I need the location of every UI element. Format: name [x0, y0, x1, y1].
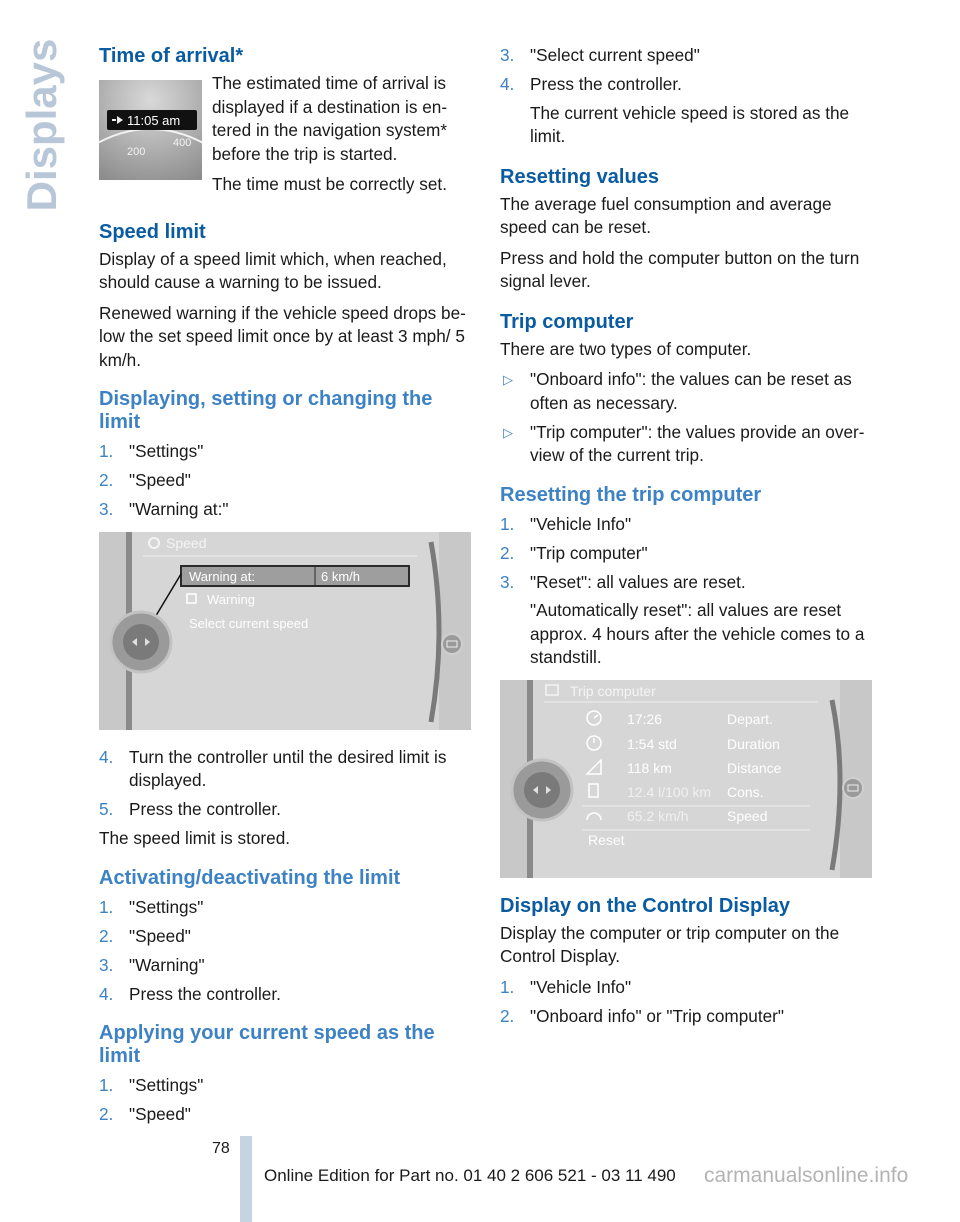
list-item: 4. Press the controller. The current vehicle speed is stored as the limit.: [500, 73, 874, 149]
page-number: 78: [212, 1140, 230, 1157]
time-of-arrival-section: [99, 72, 473, 204]
watermark: carmanualsonline.info: [704, 1164, 909, 1187]
display-control-text: Display the computer or trip computer on the Control Display.: [500, 922, 840, 966]
heading-resetting-values: Resetting values: [500, 165, 659, 188]
list-item: 3. "Select current speed": [500, 45, 700, 65]
resetting-values-text-2: Press and hold the computer button on the turn signal lever.: [500, 247, 860, 291]
heading-resetting-trip: Resetting the trip computer: [500, 483, 762, 506]
step-note: "Automatically reset": all values are reset approx. 4 hours after the vehicle comes to a standstill.: [530, 600, 865, 667]
option-icon: [843, 778, 863, 798]
list-item: 2. "Speed": [99, 470, 191, 490]
list-item: 1. "Vehicle Info": [500, 513, 632, 534]
display-control-steps: [500, 976, 874, 1029]
applying-steps-continued: [500, 44, 874, 149]
speed-value: 65.2 km/h: [627, 807, 689, 824]
list-item: 1. "Settings": [99, 441, 204, 461]
heading-time-of-arrival: Time of arrival*: [99, 45, 244, 67]
warning-at-value: 6 km/h: [321, 568, 361, 584]
time-of-arrival-text-2: The time must be correctly set.: [212, 174, 447, 194]
activating-steps: [99, 896, 473, 1007]
list-item: 5. Press the controller.: [99, 799, 281, 819]
resetting-trip-steps: [500, 513, 874, 670]
controller-icon: [512, 760, 572, 820]
speed-label: Speed: [727, 807, 768, 824]
right-column: [500, 44, 874, 1034]
list-item: 1. "Settings": [99, 1075, 204, 1095]
consumption-value: 12.4 l/100 km: [627, 783, 712, 800]
list-item: 3. "Reset": all values are reset. "Automatically reset": all values are reset approx. 4 hours after the vehicle comes to a standstill.: [500, 571, 874, 670]
scale-label-400: 400: [173, 137, 192, 149]
depart-label: Depart.: [727, 710, 773, 727]
chapter-title: Displays: [18, 38, 65, 212]
select-current-speed-label: Select current speed: [189, 615, 309, 631]
trip-computer-screen-figure: [500, 680, 872, 878]
edition-note: Online Edition for Part no. 01 40 2 606 521 - 03 11 490: [264, 1166, 676, 1185]
duration-label: Duration: [727, 735, 780, 752]
step-note: The current vehicle speed is stored as the limit.: [530, 102, 850, 146]
option-icon: [442, 634, 462, 654]
applying-steps: [99, 1074, 473, 1127]
heading-displaying-limit: Displaying, setting or changing the limit: [99, 388, 433, 433]
scale-label-200: 200: [127, 146, 146, 158]
duration-value: 1:54 std: [627, 735, 677, 752]
consumption-label: Cons.: [727, 783, 764, 800]
list-item: 4. Press the controller.: [99, 983, 281, 1004]
speed-limit-stored-text: The speed limit is stored.: [99, 828, 291, 848]
screen-title-trip-computer: Trip computer: [570, 682, 656, 699]
displaying-steps: [99, 440, 473, 522]
list-item: 1. "Vehicle Info": [500, 976, 632, 997]
heading-display-control: Display on the Control Display: [500, 894, 791, 917]
distance-value: 118 km: [627, 759, 672, 776]
arrival-time-text: 11:05 am: [127, 113, 181, 128]
trip-computer-intro: There are two types of computer.: [500, 338, 752, 359]
reset-option: Reset: [588, 831, 625, 848]
displaying-steps-continued: [99, 746, 473, 822]
heading-applying-speed: Applying your current speed as the limit: [99, 1022, 435, 1067]
speed-limit-text-2: Renewed warning if the vehicle speed drops below the set speed limit once by at least 3 mph/ 5 km/h.: [99, 302, 466, 370]
list-item: 1. "Settings": [99, 896, 204, 917]
controller-icon: [111, 612, 171, 672]
left-column: [99, 44, 473, 1132]
heading-speed-limit: Speed limit: [99, 220, 206, 243]
time-of-arrival-text-1: The estimated time of arrival is displayed if a destination is entered in the navigation system* before the trip is started.: [212, 73, 448, 164]
speed-limit-text-1: Display of a speed limit which, when reached, should cause a warning to be issued.: [99, 248, 447, 292]
depart-value: 17:26: [627, 710, 663, 727]
list-item: 2. "Trip computer": [500, 542, 648, 563]
speed-warning-screen-figure: [99, 532, 471, 730]
clock-display-figure: [99, 80, 202, 180]
warning-at-label: Warning at:: [189, 568, 255, 584]
screen-title-speed: Speed: [166, 534, 207, 551]
computer-types-list: [500, 368, 874, 468]
list-item: 4. Turn the controller until the desired limit is displayed.: [99, 746, 447, 790]
heading-activating-limit: Activating/deactivating the limit: [99, 866, 401, 889]
list-item: 3. "Warning": [99, 954, 205, 975]
heading-trip-computer: Trip computer: [500, 310, 634, 333]
distance-label: Distance: [727, 759, 782, 776]
list-item: 3. "Warning at:": [99, 499, 229, 519]
list-item: 2. "Speed": [99, 925, 191, 946]
list-item: 2. "Speed": [99, 1104, 191, 1124]
footer-divider: [240, 1136, 252, 1222]
chapter-side-tab: [18, 38, 65, 212]
list-item: 2. "Onboard info" or "Trip computer": [500, 1005, 784, 1026]
list-item: ▷ "Trip computer": the values provide an overview of the current trip.: [503, 421, 865, 465]
resetting-values-text-1: The average fuel consumption and average speed can be reset.: [500, 193, 832, 237]
warning-checkbox-label: Warning: [207, 591, 255, 607]
list-item: ▷ "Onboard info": the values can be reset as often as necessary.: [503, 369, 852, 413]
